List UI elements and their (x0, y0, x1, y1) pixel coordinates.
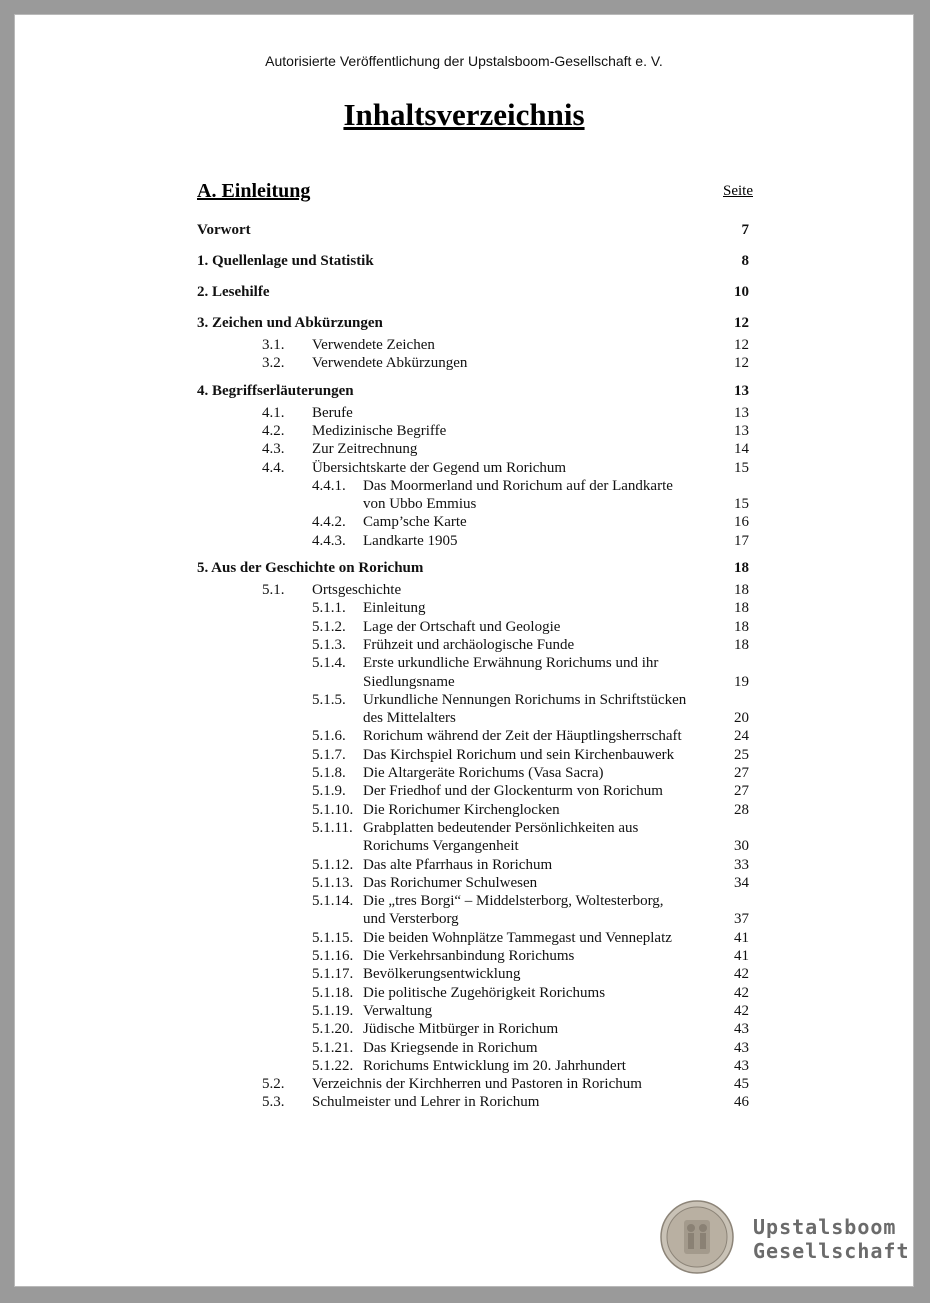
toc-entry-number: 5.1.1. (312, 600, 346, 617)
toc-entry-number: 5.1.10. (312, 801, 354, 818)
toc-entry-title: Verwendete Zeichen (312, 337, 435, 353)
seal-logo-icon (660, 1200, 734, 1274)
toc-entry-page: 27 (734, 783, 749, 800)
toc-entry-number: 5.1.19. (312, 1002, 354, 1019)
toc-entry-page: 43 (734, 1057, 749, 1074)
toc-entry-title: Zur Zeitrechnung (312, 441, 418, 458)
toc-entry-title: 5. Aus der Geschichte on Rorichum (197, 560, 424, 576)
toc-entry-number: 5.1.15. (312, 929, 354, 946)
toc-entry-page: 7 (741, 222, 749, 238)
toc-entry-page: 16 (734, 514, 749, 531)
logo-wordmark (753, 1215, 910, 1263)
toc-entry-page: 15 (734, 459, 749, 476)
toc-entry-page: 42 (734, 1002, 749, 1019)
toc-entry-number: 5.1.9. (312, 783, 346, 800)
toc-entry-number: 5.1.12. (312, 856, 354, 873)
toc-entry-page: 8 (741, 253, 749, 269)
toc-entry-title: Grabplatten bedeutender Persönlichkeiten aus (363, 819, 639, 836)
toc-entry-title: Bevölkerungsentwicklung (363, 966, 521, 983)
section-heading: A. Einleitung (197, 180, 311, 202)
toc-entry-page: 12 (734, 355, 749, 372)
toc-entry-title: Die beiden Wohnplätze Tammegast und Venneplatz (363, 929, 672, 946)
logo-line-1: Upstalsboom (753, 1215, 897, 1239)
toc-entry-title: Der Friedhof und der Glockenturm von Rorichum (363, 783, 663, 800)
toc-entry-page: 20 (734, 710, 749, 727)
toc-entry-number: 5.2. (262, 1076, 285, 1093)
toc-entry-page: 30 (734, 838, 749, 855)
toc-entry-page: 24 (734, 728, 749, 745)
toc-entry-number: 5.1.2. (312, 618, 346, 635)
toc-entry-title: Rorichum während der Zeit der Häuptlingsherrschaft (363, 728, 682, 745)
toc-entry-page: 19 (734, 673, 749, 690)
toc-entry-page: 41 (734, 929, 749, 946)
toc-entry-title: Frühzeit und archäologische Funde (363, 636, 575, 653)
toc-entry-title: Einleitung (363, 600, 426, 617)
toc-entry-page: 43 (734, 1039, 749, 1056)
toc-entry-title-continued: und Versterborg (363, 911, 459, 928)
toc-entry-page: 14 (734, 441, 749, 458)
toc-entry-number: 5.1.21. (312, 1039, 354, 1056)
logo-line-2: Gesellschaft (753, 1239, 910, 1263)
page-title: Inhaltsverzeichnis (343, 97, 585, 132)
toc-entry-page: 18 (734, 600, 749, 617)
toc-entry-title: Verwaltung (363, 1002, 433, 1019)
toc-entry-number: 5.1.7. (312, 746, 346, 763)
toc-entry-title: Landkarte 1905 (363, 532, 458, 549)
toc-entry-title: Erste urkundliche Erwähnung Rorichums und ihr (363, 655, 659, 672)
toc-entry-number: 5.1.17. (312, 966, 354, 983)
table-of-contents (15, 15, 913, 1286)
toc-entry-number: 5.1.6. (312, 728, 346, 745)
toc-entry-title: Urkundliche Nennungen Rorichums in Schriftstücken (363, 691, 687, 708)
toc-entry-title: Das Moormerland und Rorichum auf der Landkarte (363, 477, 673, 494)
toc-entry-title-continued: Rorichums Vergangenheit (363, 838, 519, 855)
toc-entry-title: Die politische Zugehörigkeit Rorichums (363, 984, 606, 1001)
toc-entry-title: Übersichtskarte der Gegend um Rorichum (312, 459, 567, 476)
toc-entry-page: 41 (734, 948, 749, 964)
toc-entry-page: 13 (734, 404, 749, 421)
toc-entry-title: Rorichums Entwicklung im 20. Jahrhundert (363, 1057, 626, 1074)
toc-entry-number: 3.2. (262, 355, 285, 372)
toc-entry-number: 5.1.22. (312, 1057, 354, 1074)
toc-entry-page: 45 (734, 1076, 749, 1093)
toc-entry-number: 4.3. (262, 441, 285, 458)
toc-entry-number: 5.1.14. (312, 893, 354, 910)
toc-entry-number: 5.1. (262, 582, 285, 598)
toc-entry-page: 46 (734, 1094, 749, 1111)
toc-entry-number: 3.1. (262, 337, 285, 353)
toc-entry-page: 43 (734, 1021, 749, 1038)
toc-entry-page: 13 (734, 422, 749, 439)
toc-entry-title: Berufe (312, 404, 353, 421)
toc-entry-title: Camp’sche Karte (363, 514, 467, 531)
toc-entry-title: Die „tres Borgi“ – Middelsterborg, Woltesterborg, (363, 893, 664, 910)
toc-entry-title: 1. Quellenlage und Statistik (197, 253, 374, 269)
toc-entry-title: 2. Lesehilfe (197, 284, 270, 300)
toc-entry-title: 3. Zeichen und Abkürzungen (197, 315, 383, 331)
toc-entry-title: Lage der Ortschaft und Geologie (363, 618, 561, 635)
toc-entry-number: 5.1.8. (312, 765, 346, 781)
toc-entry-page: 13 (734, 382, 749, 399)
toc-entry-number: 5.1.13. (312, 874, 354, 891)
toc-entry-page: 42 (734, 984, 749, 1001)
toc-entry-number: 5.1.18. (312, 984, 354, 1001)
toc-entry-title: Die Verkehrsanbindung Rorichums (363, 948, 575, 964)
toc-entry-page: 28 (734, 801, 749, 818)
toc-entry-page: 17 (734, 532, 749, 549)
toc-entry-page: 18 (734, 618, 749, 635)
toc-entry-number: 4.1. (262, 404, 285, 421)
toc-entry-number: 5.1.20. (312, 1021, 354, 1038)
toc-entry-page: 12 (734, 337, 749, 353)
toc-entry-title: Das alte Pfarrhaus in Rorichum (363, 856, 553, 873)
toc-entry-page: 42 (734, 966, 749, 983)
toc-entry-title: Medizinische Begriffe (312, 422, 447, 439)
document-page (14, 14, 914, 1287)
toc-entry-page: 15 (734, 496, 749, 513)
toc-entry-title: Jüdische Mitbürger in Rorichum (363, 1021, 559, 1038)
toc-entry-page: 10 (734, 284, 749, 300)
page-header: Autorisierte Veröffentlichung der Upstalsboom-Gesellschaft e. V. (265, 53, 663, 69)
toc-entry-number: 5.1.5. (312, 691, 346, 708)
toc-entry-title: Vorwort (197, 222, 251, 238)
toc-entry-number: 5.1.11. (312, 819, 353, 836)
toc-entry-title: Das Rorichumer Schulwesen (363, 874, 538, 891)
toc-entry-title: Ortsgeschichte (312, 582, 402, 598)
toc-entry-title: Die Rorichumer Kirchenglocken (363, 801, 560, 818)
toc-entry-page: 37 (734, 911, 749, 928)
toc-entry-number: 4.4.3. (312, 532, 346, 549)
toc-entry-title: Die Altargeräte Rorichums (Vasa Sacra) (363, 765, 604, 781)
toc-entry-page: 18 (734, 560, 749, 576)
toc-entry-number: 5.3. (262, 1094, 285, 1111)
toc-entry-page: 33 (734, 856, 749, 873)
toc-entry-number: 5.1.3. (312, 636, 346, 653)
toc-entry-title: Verzeichnis der Kirchherren und Pastoren in Rorichum (312, 1076, 642, 1093)
toc-entry-title: 4. Begriffserläuterungen (197, 382, 354, 399)
toc-entry-page: 18 (734, 582, 749, 598)
toc-entry-page: 12 (734, 315, 749, 331)
toc-entry-number: 5.1.16. (312, 948, 354, 964)
toc-entry-number: 5.1.4. (312, 655, 346, 672)
toc-entry-title: Verwendete Abkürzungen (312, 355, 468, 372)
toc-entry-number: 4.4.1. (312, 477, 346, 494)
toc-entry-number: 4.4.2. (312, 514, 346, 531)
page-column-label: Seite (723, 183, 753, 199)
toc-entry-page: 27 (734, 765, 749, 781)
toc-entry-title: Das Kriegsende in Rorichum (363, 1039, 538, 1056)
toc-entry-number: 4.2. (262, 422, 285, 439)
toc-entry-title: Schulmeister und Lehrer in Rorichum (312, 1094, 540, 1111)
toc-entry-page: 25 (734, 746, 749, 763)
toc-entry-page: 18 (734, 636, 749, 653)
toc-entry-title: Das Kirchspiel Rorichum und sein Kirchenbauwerk (363, 746, 675, 763)
toc-entry-title-continued: des Mittelalters (363, 710, 456, 727)
toc-entry-page: 34 (734, 874, 749, 891)
toc-entry-number: 4.4. (262, 459, 285, 476)
toc-entry-title-continued: von Ubbo Emmius (363, 496, 477, 513)
toc-entry-title-continued: Siedlungsname (363, 673, 455, 690)
